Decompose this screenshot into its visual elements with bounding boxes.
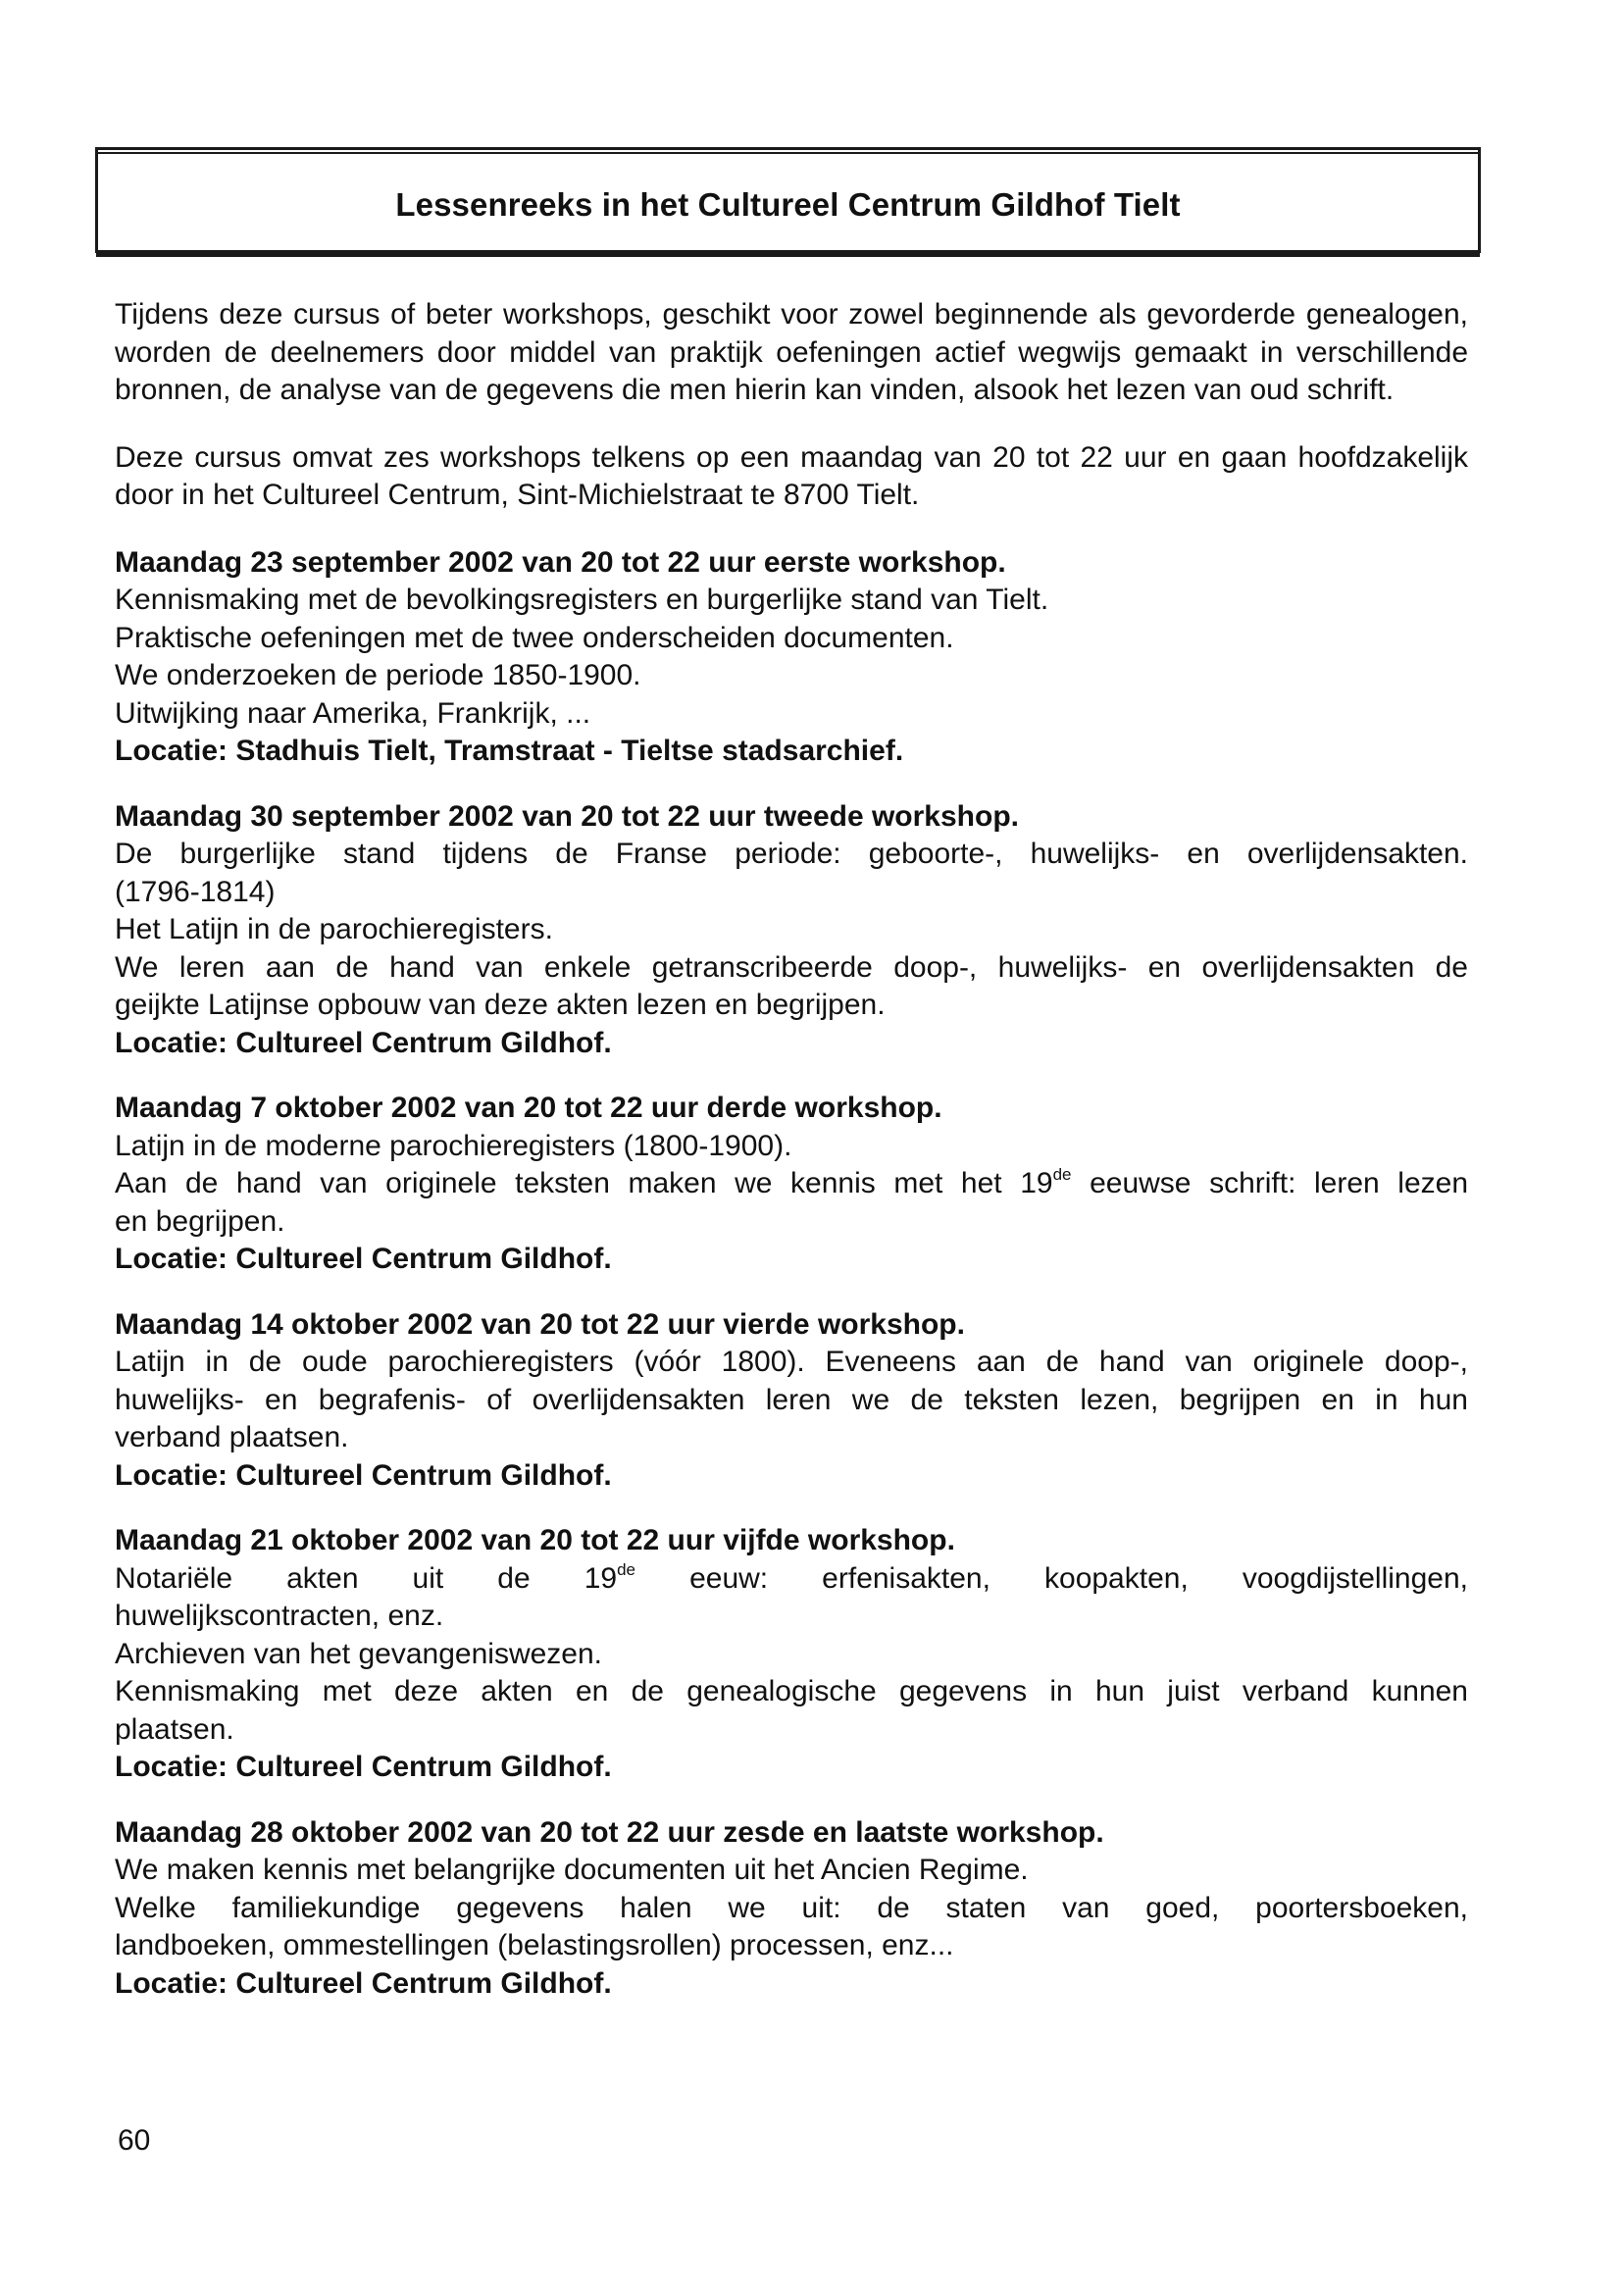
workshop-heading: Maandag 23 september 2002 van 20 tot 22 uur eerste workshop.: [115, 545, 1006, 579]
workshop-line: Latijn in de oude parochieregisters (vóór 1800). Eveneens aan de hand van originele doop-,: [115, 1346, 1468, 1378]
workshop-location: Locatie: Cultureel Centrum Gildhof.: [115, 1243, 612, 1275]
page-number: 60: [118, 2124, 151, 2157]
intro-paragraph-2: Deze cursus omvat zes workshops telkens op een maandag van 20 tot 22 uur en gaan hoofdzakelijk door in het Cultureel Centrum, Sint-Michielstraat te 8700 Tielt.: [115, 440, 1468, 511]
workshop-line: Kennismaking met deze akten en de genealogische gegevens in hun juist verband kunnen: [115, 1675, 1468, 1707]
workshop-line: (1796-1814): [115, 875, 276, 908]
workshop-line: landboeken, ommestellingen (belastingsrollen) processen, enz...: [115, 1929, 954, 1961]
workshop-line: Kennismaking met de bevolkingsregisters en burgerlijke stand van Tielt.: [115, 584, 1049, 616]
workshop-line: huwelijks- en begrafenis- of overlijdensakten leren we de teksten lezen, begrijpen en in hun: [115, 1383, 1468, 1416]
workshop-2: [115, 798, 1468, 1063]
workshop-heading: Maandag 28 oktober 2002 van 20 tot 22 uur zesde en laatste workshop.: [115, 1815, 1104, 1849]
workshop-heading: Maandag 14 oktober 2002 van 20 tot 22 uur vierde workshop.: [115, 1307, 965, 1341]
workshop-location: Locatie: Cultureel Centrum Gildhof.: [115, 1026, 612, 1059]
workshop-line: De burgerlijke stand tijdens de Franse periode: geboorte-, huwelijks- en overlijdensakten.: [115, 838, 1468, 870]
text-segment: eeuw: erfenisakten, koopakten, voogdijstellingen,: [635, 1561, 1468, 1595]
workshop-heading: Maandag 7 oktober 2002 van 20 tot 22 uur derde workshop.: [115, 1092, 942, 1124]
workshop-line: We maken kennis met belangrijke documenten uit het Ancien Regime.: [115, 1854, 1029, 1886]
workshop-line-superscript: [115, 1560, 1468, 1599]
workshop-line: Uitwijking naar Amerika, Frankrijk, ...: [115, 696, 591, 730]
workshop-line: Het Latijn in de parochieregisters.: [115, 913, 553, 945]
workshop-line: Welke familiekundige gegevens halen we uit: de staten van goed, poortersboeken,: [115, 1891, 1468, 1924]
workshop-heading: Maandag 21 oktober 2002 van 20 tot 22 uur vijfde workshop.: [115, 1524, 955, 1556]
workshop-line: en begrijpen.: [115, 1204, 285, 1238]
workshop-6: [115, 1814, 1468, 2004]
workshop-line: Archieven van het gevangeniswezen.: [115, 1637, 602, 1670]
workshop-line: Latijn in de moderne parochieregisters (1800-1900).: [115, 1129, 792, 1162]
workshop-4: [115, 1306, 1468, 1496]
workshop-line: We onderzoeken de periode 1850-1900.: [115, 659, 641, 691]
workshop-location: Locatie: Cultureel Centrum Gildhof.: [115, 1751, 612, 1783]
title-box: [95, 147, 1481, 253]
workshop-line: huwelijkscontracten, enz.: [115, 1600, 444, 1632]
workshop-line-superscript: [115, 1165, 1468, 1203]
workshop-line: We leren aan de hand van enkele getranscribeerde doop-, huwelijks- en overlijdensakten de: [115, 950, 1468, 984]
workshop-1: [115, 544, 1468, 771]
workshop-location: Locatie: Stadhuis Tielt, Tramstraat - Tieltse stadsarchief.: [115, 735, 904, 767]
text-segment: Notariële akten uit de 19: [115, 1561, 618, 1595]
workshop-line: plaatsen.: [115, 1712, 234, 1746]
workshop-3: [115, 1090, 1468, 1279]
workshop-line: Praktische oefeningen met de twee onderscheiden documenten.: [115, 621, 954, 654]
page-title: Lessenreeks in het Cultureel Centrum Gildhof Tielt: [395, 186, 1181, 223]
text-segment: eeuwse schrift: leren lezen: [1071, 1167, 1468, 1199]
workshop-heading: Maandag 30 september 2002 van 20 tot 22 uur tweede workshop.: [115, 799, 1019, 833]
intro-paragraph-1: Tijdens deze cursus of beter workshops, geschikt voor zowel beginnende als gevorderde genealogen, worden de deelnemers door middel van praktijk oefeningen actief wegwijs gemaakt in verschillende bronnen, de analyse van de gegevens die men hierin kan vinden, alsook het lezen van oud schrift.: [115, 298, 1468, 406]
workshop-5: [115, 1522, 1468, 1787]
workshop-line: verband plaatsen.: [115, 1421, 349, 1453]
superscript: de: [617, 1559, 636, 1579]
document-body: [115, 296, 1468, 2030]
workshop-location: Locatie: Cultureel Centrum Gildhof.: [115, 1458, 612, 1492]
workshop-location: Locatie: Cultureel Centrum Gildhof.: [115, 1966, 612, 2000]
superscript: de: [1052, 1165, 1072, 1184]
workshop-line: geijkte Latijnse opbouw van deze akten lezen en begrijpen.: [115, 989, 886, 1021]
text-segment: Aan de hand van originele teksten maken we kennis met het 19: [115, 1167, 1053, 1199]
